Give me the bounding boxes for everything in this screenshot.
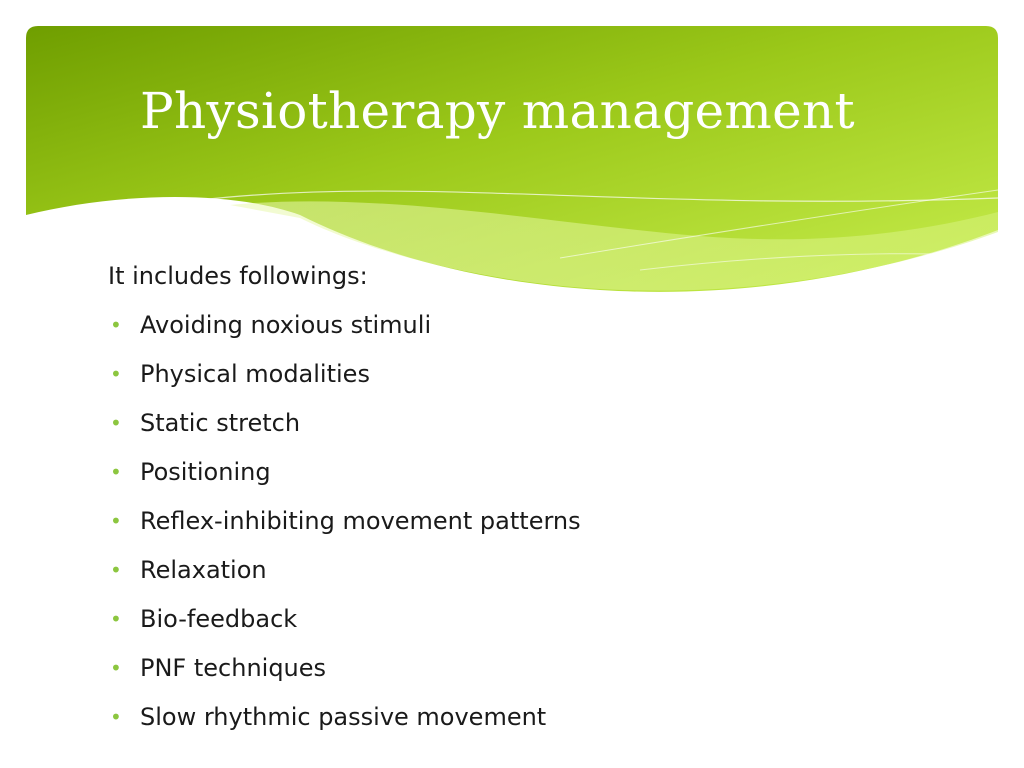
intro-text: It includes followings:: [108, 262, 368, 290]
list-item: [108, 448, 928, 497]
bullet-icon: •: [110, 558, 122, 582]
list-item: [108, 595, 928, 644]
bullet-icon: •: [110, 509, 122, 533]
list-item: [108, 350, 928, 399]
list-item-text: Reflex-inhibiting movement patterns: [140, 507, 581, 535]
list-item-text: Relaxation: [140, 556, 267, 584]
list-item: [108, 693, 928, 742]
bullet-icon: •: [110, 313, 122, 337]
list-item: [108, 644, 928, 693]
list-item-text: Positioning: [140, 458, 271, 486]
list-item-text: Slow rhythmic passive movement: [140, 703, 547, 731]
list-item: [108, 497, 928, 546]
list-item-text: Bio-feedback: [140, 605, 298, 633]
list-item-text: PNF techniques: [140, 654, 327, 682]
bullet-icon: •: [110, 460, 122, 484]
list-item: [108, 546, 928, 595]
slide-title: Physiotherapy management: [140, 82, 855, 140]
bullet-icon: •: [110, 607, 122, 631]
list-item: [108, 301, 928, 350]
bullet-icon: •: [110, 411, 122, 435]
bullet-icon: •: [110, 656, 122, 680]
bullet-list: [108, 301, 928, 742]
slide-body: [108, 252, 928, 742]
list-item-text: Physical modalities: [140, 360, 370, 388]
bullet-icon: •: [110, 705, 122, 729]
list-item-text: Static stretch: [140, 409, 301, 437]
list-item: [108, 399, 928, 448]
list-item-text: Avoiding noxious stimuli: [140, 311, 432, 339]
bullet-icon: •: [110, 362, 122, 386]
